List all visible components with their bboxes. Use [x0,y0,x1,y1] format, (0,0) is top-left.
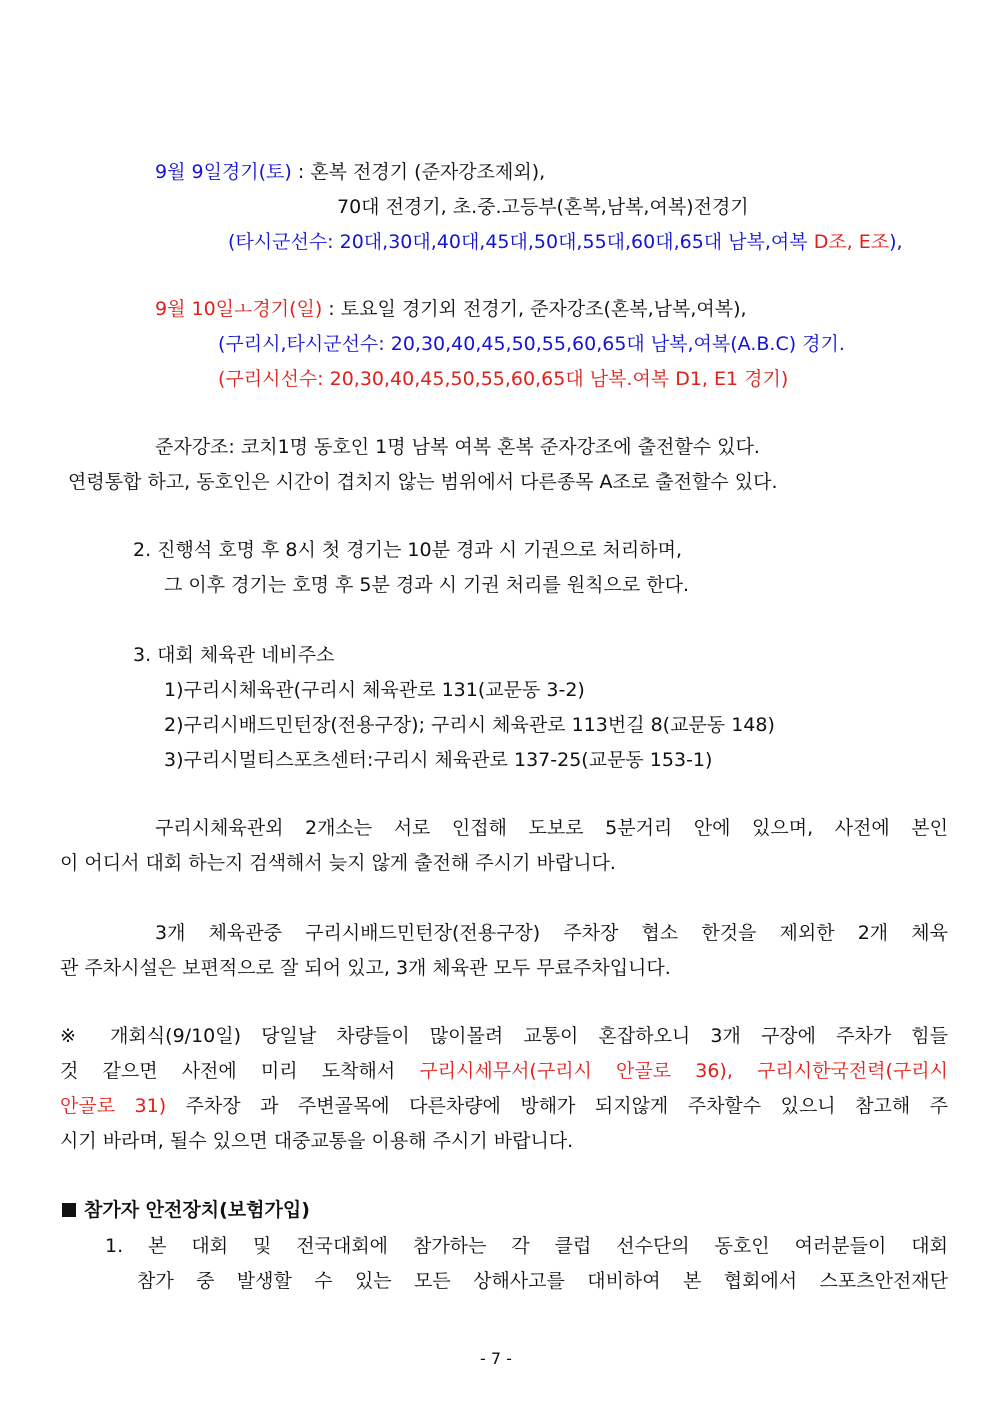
insurance-item1-line2: 참가 중 발생할 수 있는 모든 상해사고를 대비하여 본 협회에서 스포츠안전재단 [137,1270,948,1292]
insurance-item1-line1: 1. 본 대회 및 전국대회에 참가하는 각 클럽 선수단의 동호인 여러분들이 대회 [105,1235,948,1257]
note3-line4: 시기 바라며, 될수 있으면 대중교통을 이용해 주시기 바랍니다. [60,1130,574,1152]
venue-2: 2)구리시배드민턴장(전용구장); 구리시 체육관로 113번길 8(교문동 148) [164,714,775,736]
junja-line2: 연령통합 하고, 동호인은 시간이 겹치지 않는 범위에서 다른종목 A조로 출전할수 있다. [68,471,778,493]
schedule-sat-line2: 70대 전경기, 초.중.고등부(혼복,남복,여복)전경기 [337,196,749,218]
rule-item2-line1: 2. 진행석 호명 후 8시 첫 경기는 10분 경과 시 기권으로 처리하며, [133,539,683,561]
square-bullet-icon [62,1203,76,1217]
note2-line2: 관 주차시설은 보편적으로 잘 되어 있고, 3개 체육관 모두 무료주차입니다. [60,957,671,979]
note3-line1: ※ 개회식(9/10일) 당일날 차량들이 많이몰려 교통이 혼잡하오니 3개 구장에 주차가 힘들 [60,1025,948,1047]
schedule-sat-text1: 혼복 전경기 (준자강조제외), [310,161,546,183]
schedule-sun-sep: : [328,298,341,320]
rule-item2-line2: 그 이후 경기는 호명 후 5분 경과 시 기권 처리를 원칙으로 한다. [164,574,690,596]
rule-item3-title: 3. 대회 체육관 네비주소 [133,644,335,666]
note3-line2-red: 구리시세무서(구리시 안골로 36), 구리시한국전력(구리시 [419,1060,948,1082]
junja-line1: 준자강조: 코치1명 동호인 1명 남복 여복 혼복 준자강조에 출전할수 있다. [155,436,760,458]
schedule-sun-line1 [155,296,747,322]
note3-line3-red: 안골로 31) [60,1095,167,1117]
note2-line1: 3개 체육관중 구리시배드민턴장(전용구장) 주차장 협소 한것을 제외한 2개 체육 [155,922,948,944]
schedule-sat-text3-blue: (타시군선수: 20대,30대,40대,45대,50대,55대,60대,65대 남복,여복 [228,231,814,253]
venue-3: 3)구리시멀티스포츠센터:구리시 체육관로 137-25(교문동 153-1) [164,749,713,771]
page-number: - 7 - [480,1349,512,1368]
insurance-heading-text: 참가자 안전장치(보험가입) [84,1199,310,1221]
note1-line2: 이 어디서 대회 하는지 검색해서 늦지 않게 출전해 주시기 바랍니다. [60,852,616,874]
schedule-sun-line3: (구리시선수: 20,30,40,45,50,55,60,65대 남복.여복 D1, E1 경기) [218,368,789,390]
note3-line2-text: 것 같으면 사전에 미리 도착해서 [60,1060,420,1082]
schedule-sat-sep: : [297,161,311,183]
schedule-sat-line1 [155,159,545,185]
schedule-sat-label: 9월 9일경기(토) [155,161,298,183]
schedule-sat-text3-end: ), [889,231,903,253]
venue-1: 1)구리시체육관(구리시 체육관로 131(교문동 3-2) [164,679,585,701]
note3-line3 [60,1093,948,1119]
note3-line2 [60,1058,948,1084]
note1-line1: 구리시체육관외 2개소는 서로 인접해 도보로 5분거리 안에 있으며, 사전에 본인 [155,817,948,839]
insurance-heading [62,1197,310,1223]
schedule-sun-text1: 토요일 경기외 전경기, 준자강조(혼복,남복,여복), [340,298,747,320]
schedule-sat-line3 [228,229,903,255]
note3-line3-text: 주차장 과 주변골목에 다른차량에 방해가 되지않게 주차할수 있으니 참고해 주 [166,1095,948,1117]
schedule-sun-line2: (구리시,타시군선수: 20,30,40,45,50,55,60,65대 남복,여복(A.B.C) 경기. [218,333,845,355]
schedule-sun-label: 9월 10일ㅗ경기(일) [155,298,329,320]
schedule-sat-text3-red: D조, E조 [813,231,890,253]
